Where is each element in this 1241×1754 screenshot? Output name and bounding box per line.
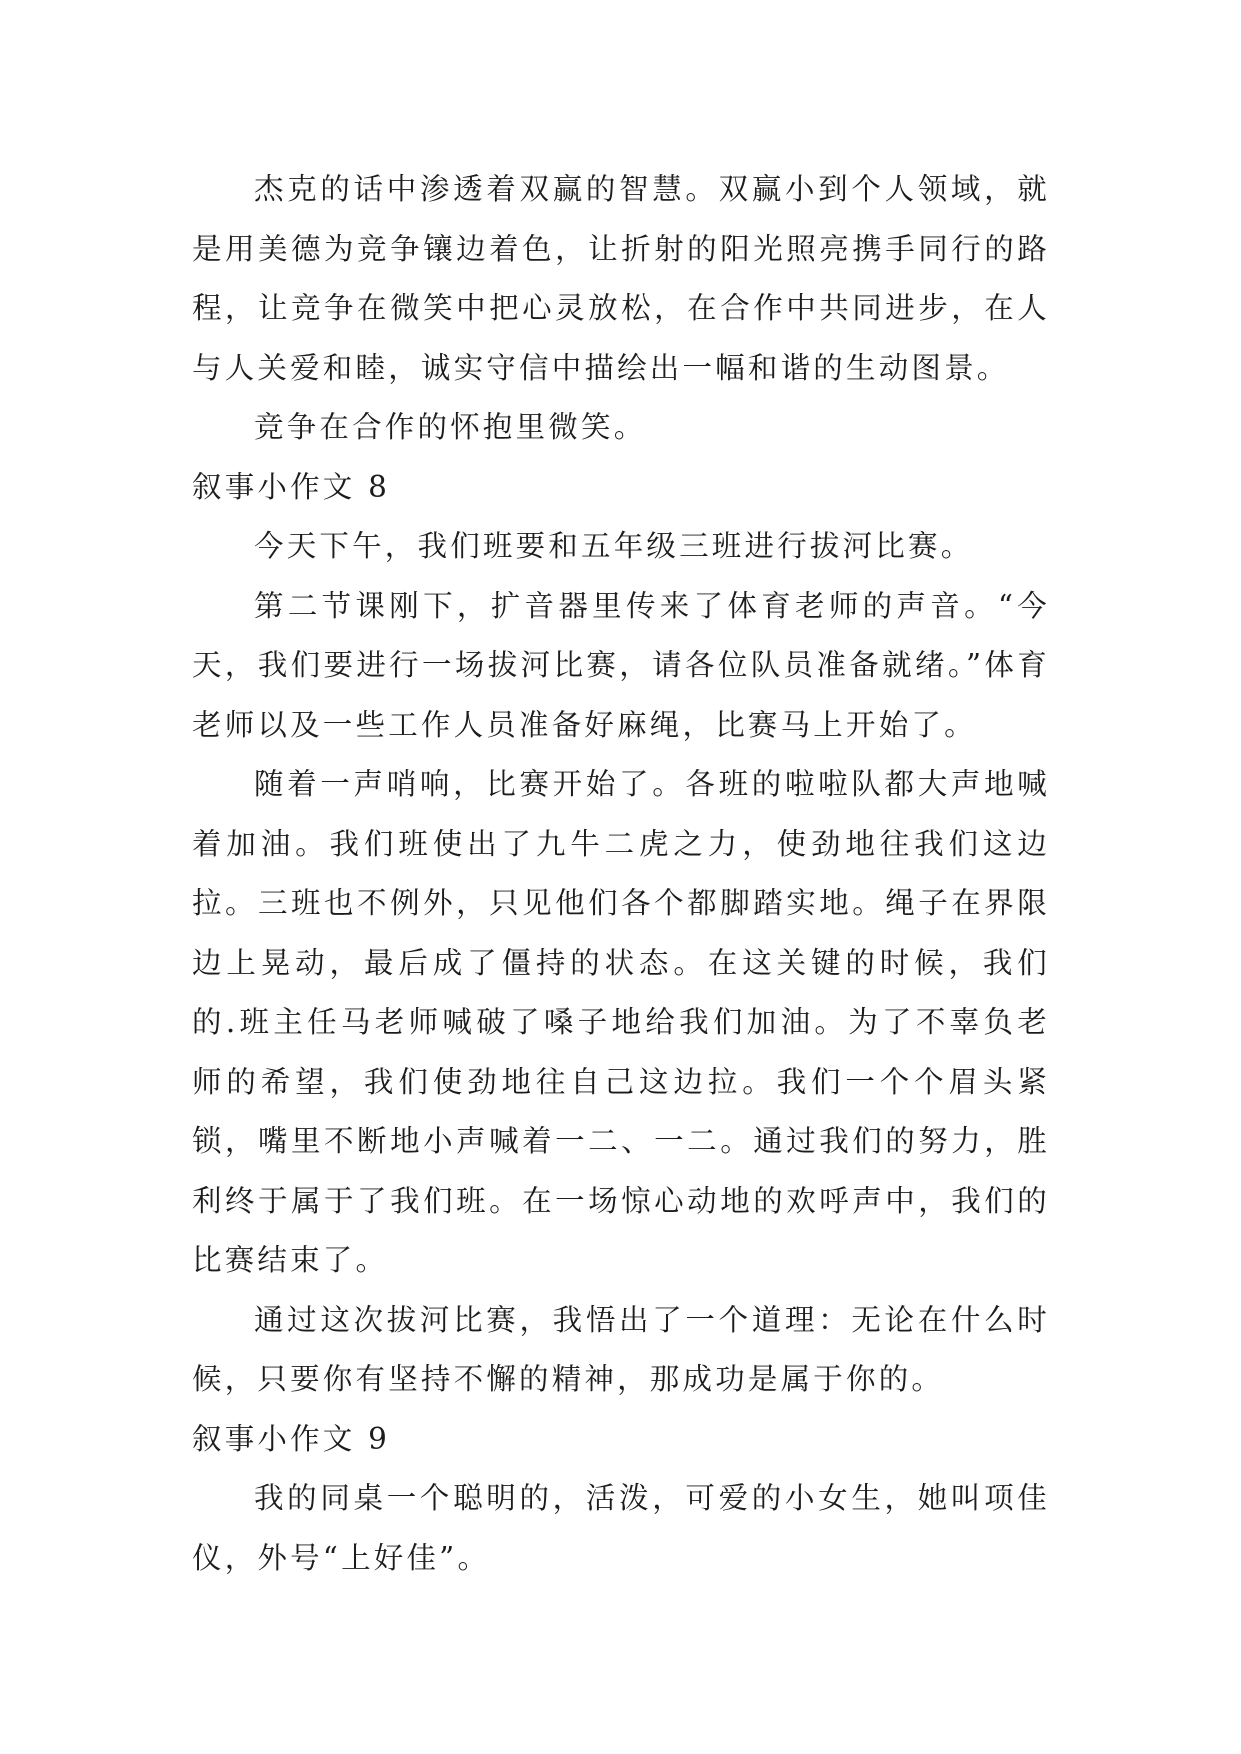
paragraph: 随着一声哨响，比赛开始了。各班的啦啦队都大声地喊着加油。我们班使出了九牛二虎之力，使劲地往我们这边拉。三班也不例外，只见他们各个都脚踏实地。绳子在界限边上晃动，最后成了僵持的状态。在这关键的时候，我们的.班主任马老师喊破了嗓子地给我们加油。为了不辜负老师的希望，我们使劲地往自己这边拉。我们一个个眉头紧锁，嘴里不断地小声喊着一二、一二。通过我们的努力，胜利终于属于了我们班。在一场惊心动地的欢呼声中，我们的比赛结束了。 (192, 767, 1050, 1277)
paragraph: 竞争在合作的怀抱里微笑。 (254, 410, 647, 444)
section-heading: 叙事小作文 9 (192, 1421, 391, 1456)
paragraph: 杰克的话中渗透着双赢的智慧。双赢小到个人领域，就是用美德为竞争镶边着色，让折射的阳光照亮携手同行的路程，让竞争在微笑中把心灵放松，在合作中共同进步，在人与人关爱和睦，诚实守信中描绘出一幅和谐的生动图景。 (192, 172, 1050, 385)
paragraph: 通过这次拔河比赛，我悟出了一个道理：无论在什么时候，只要你有坚持不懈的精神，那成功是属于你的。 (192, 1302, 1050, 1396)
section-heading: 叙事小作文 8 (192, 469, 391, 504)
paragraph: 第二节课刚下，扩音器里传来了体育老师的声音。“今天，我们要进行一场拔河比赛，请各位队员准备就绪。”体育老师以及一些工作人员准备好麻绳，比赛马上开始了。 (192, 588, 1050, 742)
paragraph: 我的同桌一个聪明的，活泼，可爱的小女生，她叫项佳仪，外号“上好佳”。 (192, 1481, 1050, 1575)
paragraph: 今天下午，我们班要和五年级三班进行拔河比赛。 (254, 529, 974, 563)
document-page (192, 160, 1050, 1588)
